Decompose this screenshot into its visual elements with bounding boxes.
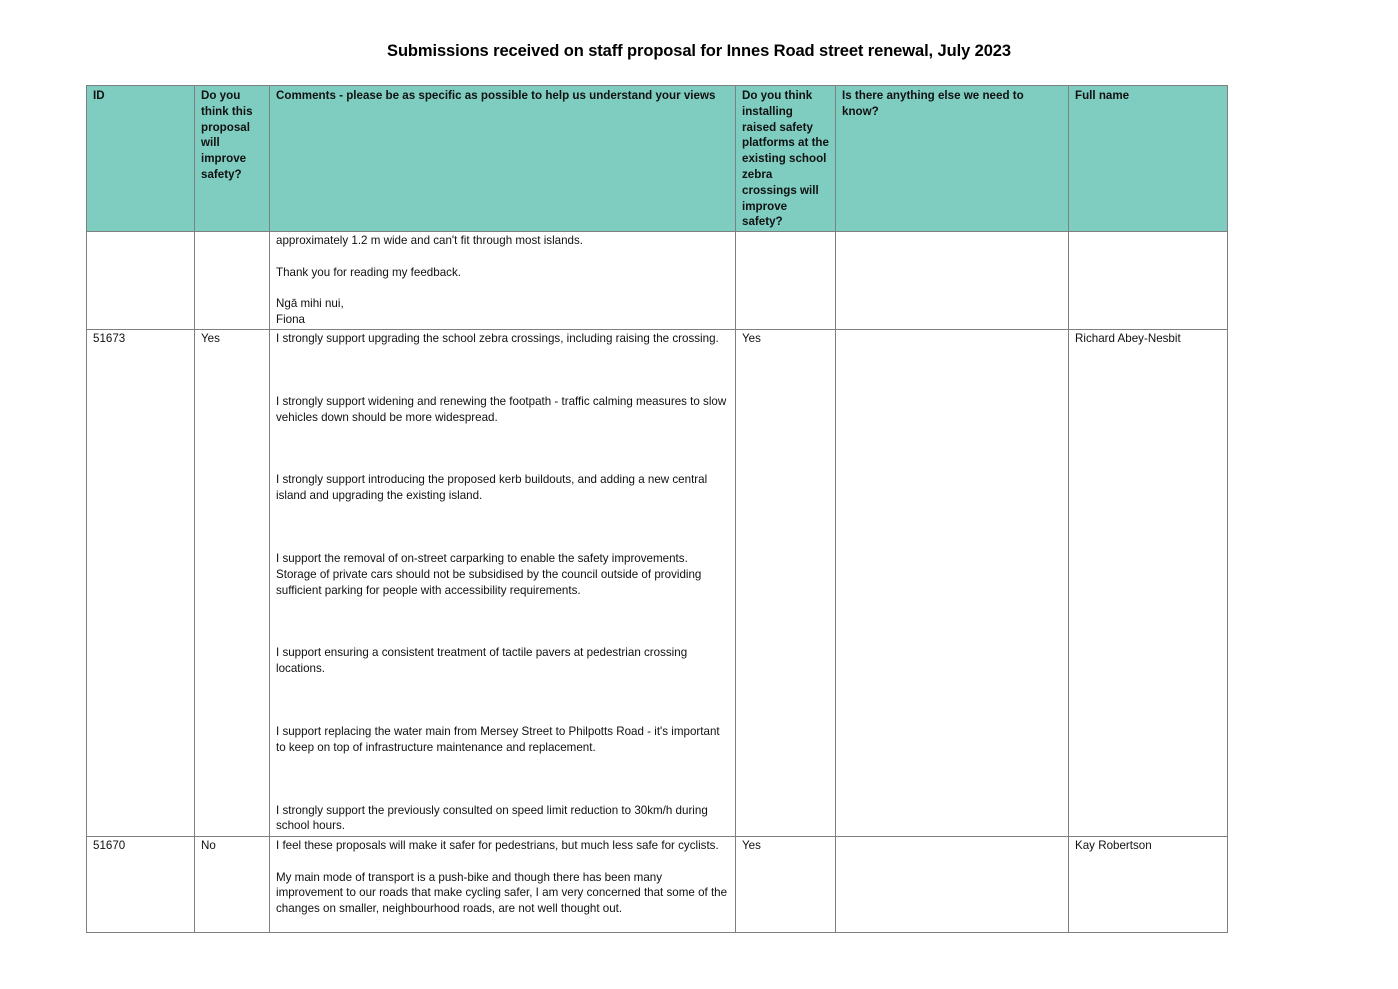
cell-id — [87, 232, 195, 330]
comment-paragraph: I feel these proposals will make it safer for pedestrians, but much less safe for cyclists. — [276, 838, 719, 852]
comment-paragraph: I support the removal of on-street carparking to enable the safety improvements. Storage of private cars should not be subsidised by the council outside of providing sufficient parking for people with accessibility requirements. — [276, 551, 702, 597]
comment-paragraph: I strongly support upgrading the school zebra crossings, including raising the crossing. — [276, 331, 719, 345]
comment-paragraph: Ngā mihi nui, — [276, 297, 344, 311]
comment-paragraph: I support replacing the water main from Mersey Street to Philpotts Road - it's important to keep on top of infrastructure maintenance and replacement. — [276, 724, 720, 754]
table-header-row — [87, 86, 1228, 232]
cell-anything-else — [836, 836, 1069, 932]
cell-raised-platforms — [736, 232, 836, 330]
cell-improve-safety: Yes — [195, 329, 270, 836]
comment-paragraph: approximately 1.2 m wide and can't fit through most islands. — [276, 234, 584, 248]
header-id: ID — [87, 86, 195, 232]
cell-raised-platforms: Yes — [736, 836, 836, 932]
document-title: Submissions received on staff proposal for Innes Road street renewal, July 2023 — [387, 42, 1011, 60]
header-full-name: Full name — [1069, 86, 1228, 232]
cell-comments — [270, 232, 736, 330]
table-row — [87, 329, 1228, 836]
cell-id: 51670 — [87, 836, 195, 932]
comment-paragraph: My main mode of transport is a push-bike and though there has been many improvement to our roads that make cycling safer, I am very concerned that some of the changes on smaller, neighbourhood roads, are not well thought out. — [276, 870, 728, 916]
header-improve-safety: Do you think this proposal will improve safety? — [195, 86, 270, 232]
cell-id: 51673 — [87, 329, 195, 836]
cell-improve-safety: No — [195, 836, 270, 932]
comment-paragraph: I support ensuring a consistent treatment of tactile pavers at pedestrian crossing locations. — [276, 646, 688, 676]
comment-paragraph: I strongly support the previously consulted on speed limit reduction to 30km/h during school hours. — [276, 803, 708, 833]
cell-anything-else — [836, 329, 1069, 836]
cell-full-name: Kay Robertson — [1069, 836, 1228, 932]
header-anything-else: Is there anything else we need to know? — [836, 86, 1069, 232]
table-row — [87, 232, 1228, 330]
header-raised-platforms: Do you think installing raised safety platforms at the existing school zebra crossings will improve safety? — [736, 86, 836, 232]
submissions-table — [86, 85, 1228, 933]
comment-paragraph: I strongly support widening and renewing the footpath - traffic calming measures to slow vehicles down should be more widespread. — [276, 394, 727, 424]
cell-full-name — [1069, 232, 1228, 330]
comment-paragraph: Thank you for reading my feedback. — [276, 265, 461, 279]
cell-comments — [270, 836, 736, 932]
cell-anything-else — [836, 232, 1069, 330]
cell-raised-platforms: Yes — [736, 329, 836, 836]
header-comments: Comments - please be as specific as possible to help us understand your views — [270, 86, 736, 232]
cell-comments — [270, 329, 736, 836]
comment-paragraph: I strongly support introducing the proposed kerb buildouts, and adding a new central island and upgrading the existing island. — [276, 473, 708, 503]
comment-paragraph: Fiona — [276, 313, 306, 327]
table-row — [87, 836, 1228, 932]
cell-improve-safety — [195, 232, 270, 330]
cell-full-name: Richard Abey-Nesbit — [1069, 329, 1228, 836]
